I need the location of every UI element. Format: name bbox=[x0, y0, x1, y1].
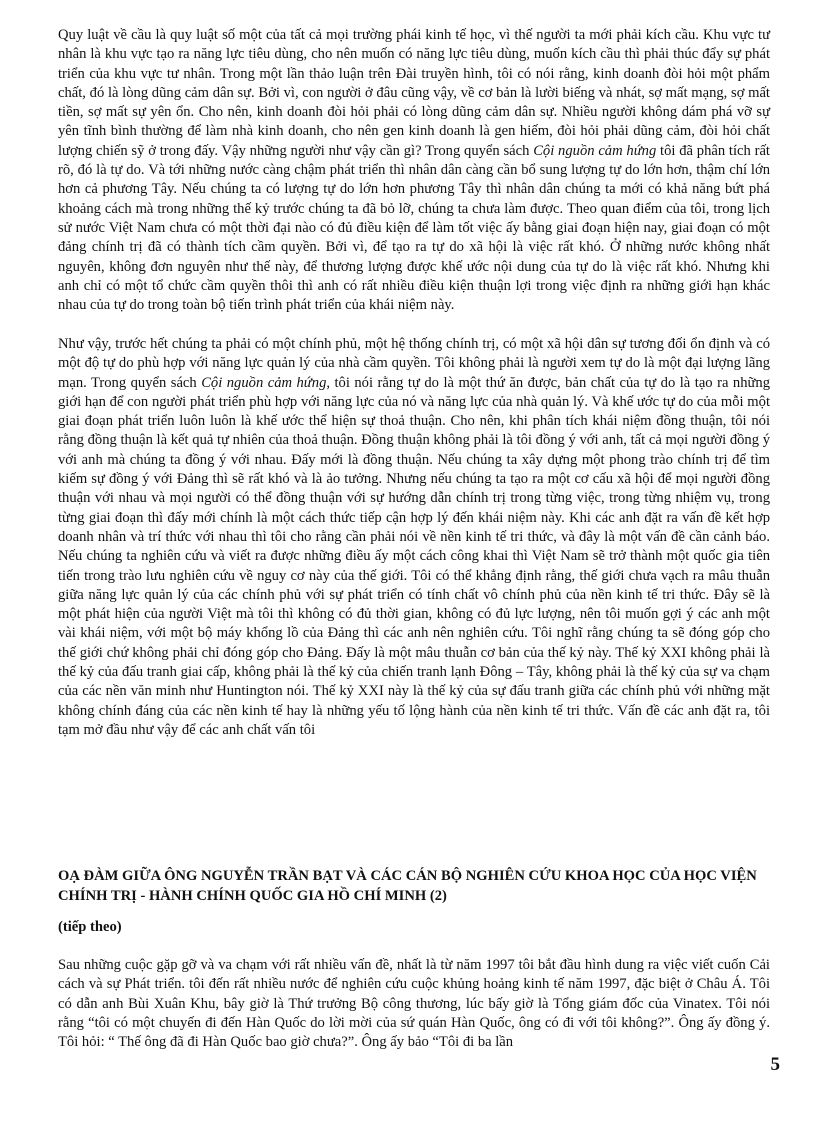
paragraph-text: Như vậy, trước hết chúng ta phải có một chính phủ, một hệ thống chính trị, có một xã hội dân sự tương đối ổn định và có một độ tự do phù hợp với năng lực quản lý của nhà cầm quyền. Tôi không phải là người xem tự do là một đại lượng lãng mạn. Trong quyển sách bbox=[58, 336, 770, 391]
section-subheading: (tiếp theo) bbox=[58, 919, 122, 935]
body-paragraph-1 bbox=[58, 26, 770, 315]
book-title: Cội nguồn cảm hứng bbox=[533, 142, 657, 159]
body-paragraph-3: Sau những cuộc gặp gỡ và va chạm với rất nhiều vấn đề, nhất là từ năm 1997 tôi bắt đầu hình dung ra việc viết cuốn Cải cách và sự Phát triển. tôi đến rất nhiều nước để nghiên cứu cuộc khủng hoảng kinh tế năm 1997, đặc biệt ở Châu Á. Tôi có dẫn anh Bùi Xuân Khu, bây giờ là Thứ trưởng Bộ công thương, lúc bấy giờ là Tổng giám đốc của Vinatex. Tôi nói rằng “tôi có một chuyến đi đến Hàn Quốc do lời mời của sứ quán Hàn Quốc, ông có đi với tôi không?”. Ông ấy đồng ý. Tôi hỏi: “ Thế ông đã đi Hàn Quốc bao giờ chưa?”. Ông ấy bảo “Tôi đi ba lần bbox=[58, 957, 770, 1051]
page-number: 5 bbox=[770, 1054, 780, 1075]
paragraph-text: tôi đã phân tích rất rõ, đó là tự do. Và tới những nước càng chậm phát triển thì nhân dân càng cần bổ sung lượng tự do lớn hơn, thậm chí lớn hơn cả phương Tây. Nếu chúng ta có lượng tự do lớn hơn phương Tây thì nhân dân chúng ta mới có khả năng bứt phá khoảng cách mà trong những thế kỷ trước chúng ta đã bỏ lỡ, chúng ta chưa làm được. Theo quan điểm của tôi, trong lịch sử nước Việt Nam chưa có một thời đại nào có đủ điều kiện để làm tốt việc ấy bằng giai đoạn hiện nay, giai đoạn có một đảng chính trị đã có thành tích cầm quyền. Bởi vì, để tạo ra tự do xã hội là việc rất khó. Ở những nước không nhất nguyên, không đơn nguyên như thế này, để thương lượng được khế ước nội dung của tự do là việc rất khó. Nhưng khi anh chỉ có một tổ chức cầm quyền thôi thì anh có rất nhiều điều kiện thuận lợi trong việc định ra những giới hạn khác nhau của tự do trong toàn bộ tiến trình phát triển của khái niệm này. bbox=[58, 142, 770, 314]
paragraph-text: , tôi nói rằng tự do là một thứ ăn được, bản chất của tự do là tạo ra những giới hạn để con người phát triển phù hợp với năng lực của nó và năng lực của nhà quản lý. Và khế ước tự do của mỗi một giai đoạn phát triển luôn luôn là khế ước thể hiện sự thoả thuận. Cho nên, khi phân tích khái niệm đồng thuận, tôi nói rằng đồng thuận là kết quả tự nhiên của thoả thuận. Đồng thuận không phải là tôi đồng ý với anh, tất cả mọi người đồng ý với anh mà chúng ta đồng ý với nhau. Đấy mới là đồng thuận. Nếu chúng ta xây dựng một phong trào chính trị để tìm kiếm sự đồng ý với Đảng thì sẽ rất khó và là ảo tưởng. Nhưng nếu chúng ta tạo ra một cơ cấu xã hội để mọi người đồng thuận với nhau và mọi người có thể đồng thuận với sự hướng dẫn chính trị trong từng việc, trong từng nhiệm vụ, trong từng giai đoạn thì đấy mới chính là một cách thức tiếp cận hợp lý đến khái niệm này. Khi các anh đặt ra vấn đề kết hợp doanh nhân và trí thức với nhau thì tôi cho rằng cần phải nói về nền kinh tế tri thức, và đây là một vấn đề cần cảnh báo. Nếu chúng ta nghiên cứu và viết ra được những điều ấy một cách công khai thì Việt Nam sẽ trở thành một quốc gia tiên tiến trong trào lưu nghiên cứu về nguy cơ này của thế giới. Tôi có thể khẳng định rằng, thế giới chưa vạch ra mâu thuẫn giữa năng lực quản lý của các chính phủ với sự phát triển có tính chất vô chính phủ của nền kinh tế tri thức. Đây sẽ là một phát hiện của người Việt mà tôi thì không có đủ thời gian, không có đủ lực lượng, nên tôi muốn gợi ý các anh một vài khái niệm, với một bộ máy khổng lồ của Đảng thì các anh nên nghiên cứu. Tôi nghĩ rằng chúng ta sẽ đóng góp cho thế giới chứ không phải chỉ đóng góp cho Đảng. Đấy là một mâu thuẫn cơ bản của thế kỷ này. Thế kỷ XXI không phải là thế kỷ của đấu tranh giai cấp, không phải là thế kỷ của chiến tranh lạnh Đông – Tây, không phải là thế kỷ của sự va chạm của các nền văn minh như Huntington nói. Thế kỷ XXI này là thế kỷ của sự đấu tranh giữa các chính phủ với những mặt không chính đáng của các nền kinh tế hay là những yếu tố lộng hành của nền kinh tế tri thức. Vấn đề các anh đặt ra, tôi tạm mở đầu như vậy để các anh chất vấn tôi bbox=[58, 374, 770, 738]
section-heading: OẠ ĐÀM GIỮA ÔNG NGUYỄN TRẦN BẠT VÀ CÁC CÁN BỘ NGHIÊN CỨU KHOA HỌC CỦA HỌC VIỆN CHÍNH TRỊ - HÀNH CHÍNH QUỐC GIA HỒ CHÍ MINH (2) bbox=[58, 868, 757, 904]
body-paragraph-2 bbox=[58, 335, 770, 740]
book-title: Cội nguồn cảm hứng bbox=[201, 374, 327, 391]
paragraph-text: Quy luật về cầu là quy luật số một của tất cả mọi trường phái kinh tế học, vì thế người ta mới phải kích cầu. Khu vực tư nhân là khu vực tạo ra năng lực tiêu dùng, cho nên muốn có năng lực tiêu dùng, muốn kích cầu thì phải thúc đẩy sự phát triển của khu vực tư nhân. Trong một lần thảo luận trên Đài truyền hình, tôi có nói rằng, kinh doanh đòi hỏi một phẩm chất, đó là lòng dũng cảm dân sự. Bởi vì, con người ở đâu cũng vậy, về cơ bản là lười biếng và nhát, sợ mất mạng, sợ mất tiền, sợ mất sự yên ổn. Cho nên, kinh doanh đòi hỏi phải có lòng dũng cảm dân sự. Nhiều người không dám phá vỡ sự yên tĩnh bình thường để làm nhà kinh doanh, cho nên gen kinh doanh là gen hiếm, đòi hỏi phải dũng cảm, đòi hỏi chất lượng chiến sỹ ở trong đấy. Vậy những người như vậy cần gì? Trong quyển sách bbox=[58, 27, 770, 159]
